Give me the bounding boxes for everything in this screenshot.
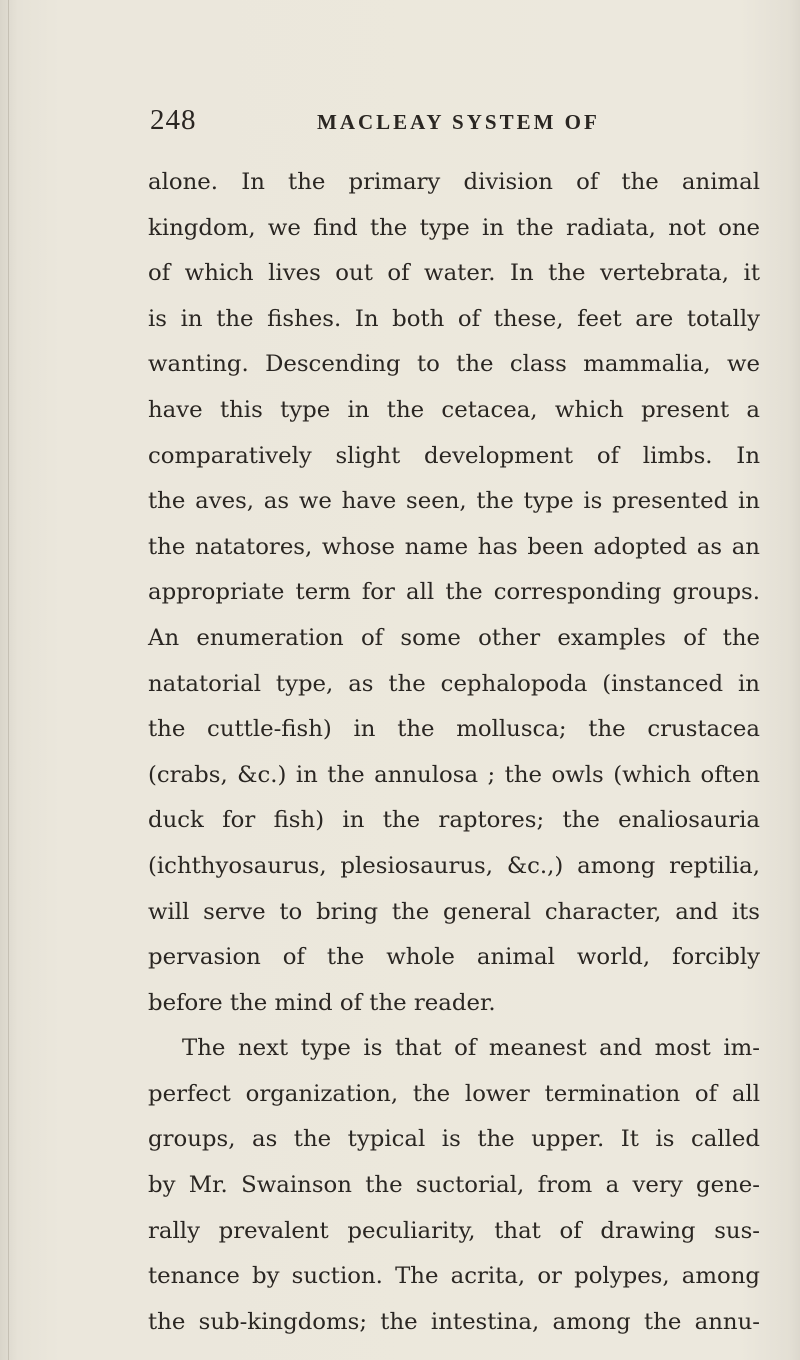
- text-line: the sub-kingdoms; the intestina, among the annu-: [148, 1308, 760, 1335]
- text-line: An enumeration of some other examples of the: [148, 624, 760, 651]
- text-line: tenance by suction. The acrita, or polypes, among: [148, 1263, 760, 1290]
- text-line: perfect organization, the lower termination of all: [148, 1080, 760, 1107]
- text-line: is in the fishes. In both of these, feet are totally: [148, 305, 760, 332]
- text-line: of which lives out of water. In the vertebrata, it: [148, 260, 760, 287]
- text-line: appropriate term for all the corresponding groups.: [148, 579, 760, 606]
- running-head: [150, 104, 750, 144]
- page-gutter: [8, 0, 9, 1360]
- text-line: comparatively slight development of limbs. In: [148, 442, 760, 469]
- text-line: The next type is that of meanest and most im-: [182, 1035, 760, 1062]
- text-line: (crabs, &c.) in the annulosa ; the owls (which often: [148, 761, 760, 788]
- text-line: will serve to bring the general character, and its: [148, 898, 760, 925]
- text-line: before the mind of the reader.: [148, 989, 496, 1016]
- body-text: [148, 160, 760, 1345]
- text-line: have this type in the cetacea, which present a: [148, 396, 760, 423]
- text-line: the cuttle-fish) in the mollusca; the crustacea: [148, 716, 760, 743]
- text-line: groups, as the typical is the upper. It is called: [148, 1126, 760, 1153]
- running-title: MACLEAY SYSTEM OF: [317, 110, 600, 134]
- text-line: rally prevalent peculiarity, that of drawing sus-: [148, 1217, 760, 1244]
- text-line: (ichthyosaurus, plesiosaurus, &c.,) among reptilia,: [148, 852, 760, 879]
- page-number: 248: [150, 104, 197, 136]
- text-line: natatorial type, as the cephalopoda (instanced in: [148, 670, 760, 697]
- text-line: the aves, as we have seen, the type is presented in: [148, 488, 760, 515]
- text-line: wanting. Descending to the class mammalia, we: [148, 351, 760, 378]
- text-line: duck for fish) in the raptores; the enaliosauria: [148, 807, 760, 834]
- text-line: pervasion of the whole animal world, forcibly: [148, 944, 760, 971]
- text-line: the natatores, whose name has been adopted as an: [148, 533, 760, 560]
- text-line: alone. In the primary division of the animal: [148, 169, 760, 195]
- text-line: kingdom, we find the type in the radiata, not one: [148, 214, 760, 241]
- text-line: by Mr. Swainson the suctorial, from a very gene-: [148, 1172, 760, 1199]
